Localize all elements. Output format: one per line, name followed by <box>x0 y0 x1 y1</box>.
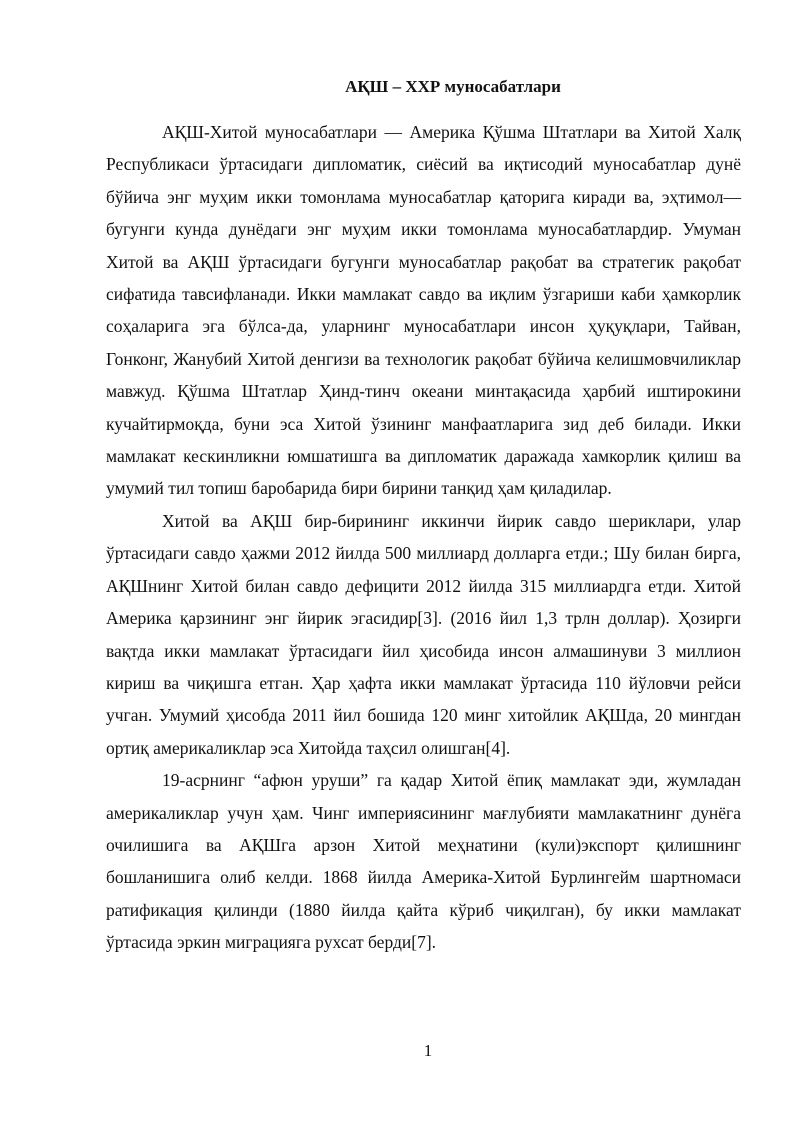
paragraph-1: АҚШ-Хитой муносабатлари — Америка Қўшма Штатлари ва Хитой Халқ Республикаси ўртасидаги дипломатик, сиёсий ва иқтисодий муносабатлар дунё бўйича энг муҳим икки томонлама муносабатлар қаторига киради ва, эҳтимол—бугунги кунда дунёдаги энг муҳим икки томонлама муносабатлардир. Умуман Хитой ва АҚШ ўртасидаги бугунги муносабатлар рақобат ва стратегик рақобат сифатида тавсифланади. Икки мамлакат савдо ва иқлим ўзгариши каби ҳамкорлик соҳаларига эга бўлса-да, уларнинг муносабатлари инсон ҳуқуқлари, Тайван, Гонконг, Жанубий Хитой денгизи ва технологик рақобат бўйича келишмовчиликлар мавжуд. Қўшма Штатлар Ҳинд-тинч океани минтақасида ҳарбий иштирокини кучайтирмоқда, буни эса Хитой ўзининг манфаатларига зид деб билади. Икки мамлакат кескинликни юмшатишга ва дипломатик даражада хамкорлик қилиш ва умумий тил топиш баробарида бири бирини танқид ҳам қиладилар. <box>106 122 741 499</box>
body-text <box>106 116 741 959</box>
paragraph-2: Хитой ва АҚШ бир-бирининг иккинчи йирик савдо шериклари, улар ўртасидаги савдо ҳажми 2012 йилда 500 миллиард долларга етди.; Шу билан бирга, АҚШнинг Хитой билан савдо дефицити 2012 йилда 315 миллиардга етди. Хитой Америка қарзининг энг йирик эгасидир[3]. (2016 йил 1,3 трлн доллар). Ҳозирги вақтда икки мамлакат ўртасидаги йил ҳисобида инсон алмашинуви 3 миллион кириш ва чиқишга етган. Ҳар ҳафта икки мамлакат ўртасида 110 йўловчи рейси учган. Умумий ҳисобда 2011 йил бошида 120 минг хитойлик АҚШда, 20 мингдан ортиқ америкаликлар эса Хитойда таҳсил олишган[4]. <box>106 510 741 758</box>
paragraph-3: 19-асрнинг “афюн уруши” га қадар Хитой ёпиқ мамлакат эди, жумладан америкаликлар учун ҳам. Чинг империясининг мағлубияти мамлакатнинг дунёга очилишига ва АҚШга арзон Хитой меҳнатини (кули)экспорт қилишнинг бошланишига олиб келди. 1868 йилда Америка-Хитой Бурлингейм шартномаси ратификация қилинди (1880 йилда қайта кўриб чиқилган), бу икки мамлакат ўртасида эркин миграцияга рухсат берди[7]. <box>106 770 741 953</box>
page-title: АҚШ – ХХР муносабатлари <box>345 77 561 96</box>
page-number: 1 <box>423 1041 433 1060</box>
